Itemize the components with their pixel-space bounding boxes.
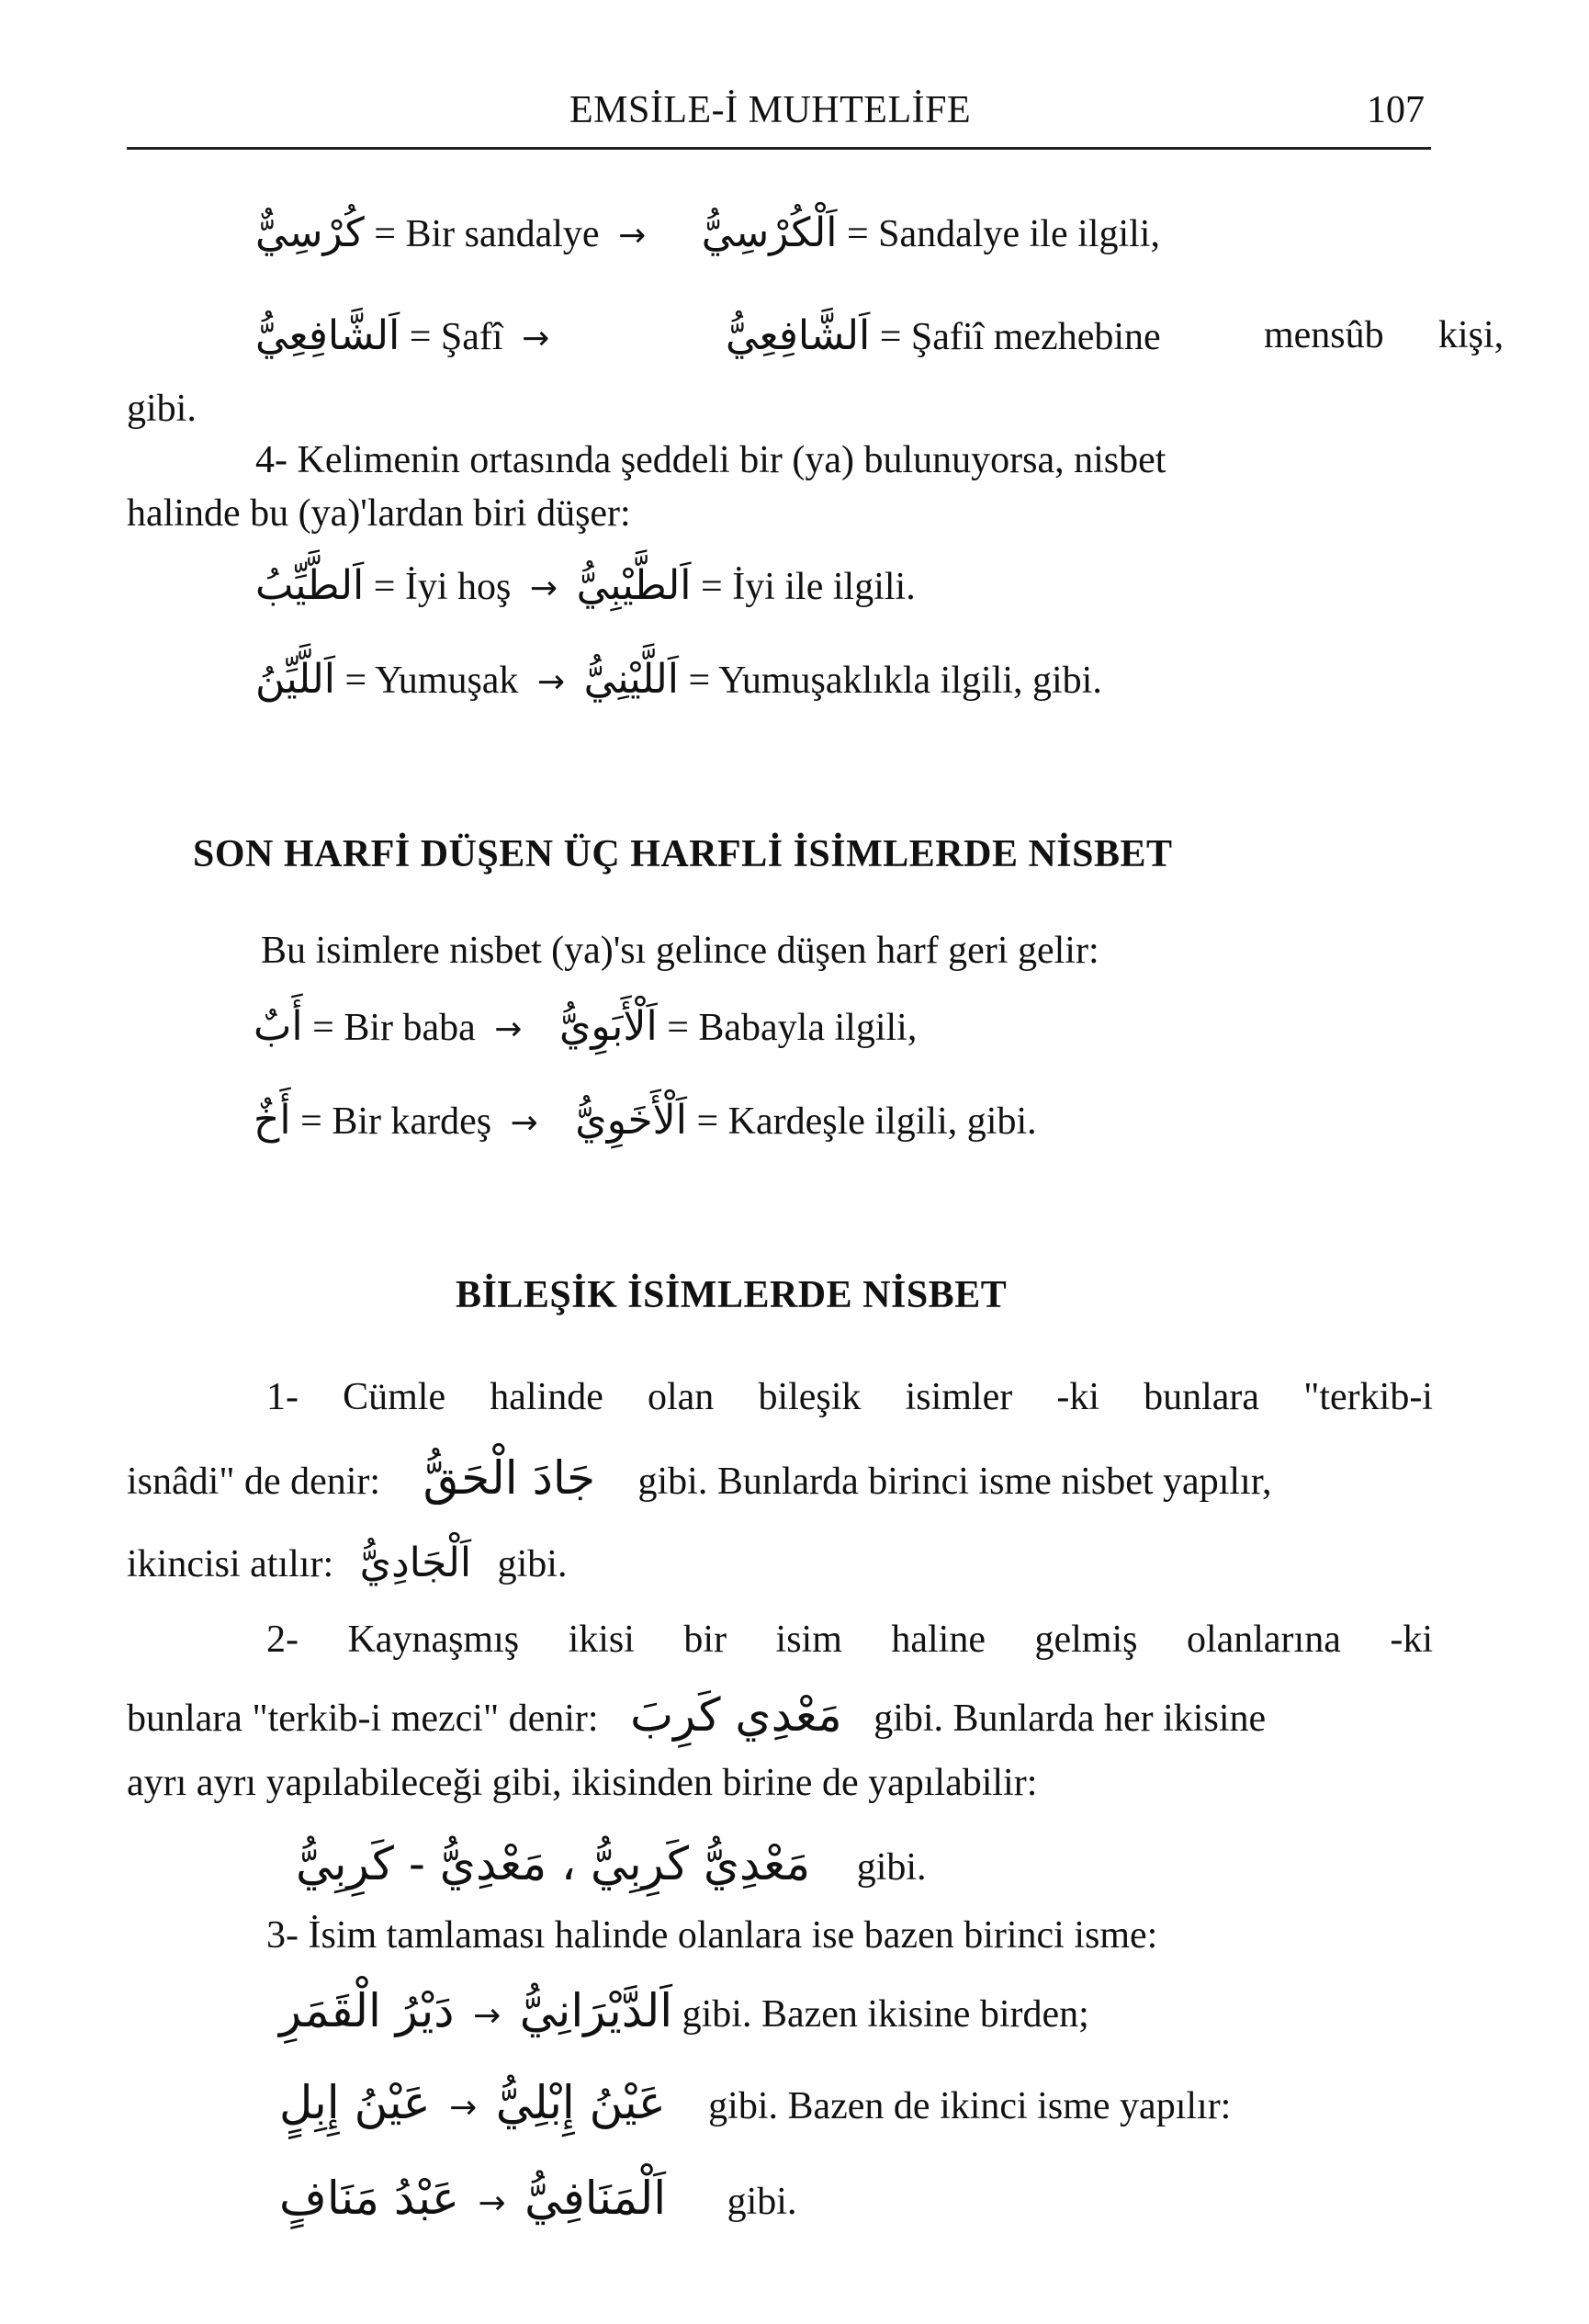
word: bir	[683, 1619, 727, 1661]
word: -ki	[1390, 1619, 1433, 1661]
example-line-layyin	[255, 656, 1102, 703]
s2-p3-line-1: 3- İsim tamlaması halinde olanlara ise bazen birinci isme:	[266, 1914, 1158, 1957]
text: gibi. Bazen de ikinci isme yapılır:	[708, 2085, 1232, 2127]
arabic-word: أَخٌ	[254, 1097, 291, 1144]
arabic-nisbe-word: عَيْنُ إِبْلِيُّ	[495, 2076, 666, 2129]
arrow-icon: →	[494, 1010, 523, 1048]
arrow-icon: →	[478, 2184, 506, 2222]
s2-p1-line-3	[127, 1540, 568, 1586]
arabic-nisbe-word: اَلْأَبَوِيُّ	[558, 1003, 658, 1050]
arabic-nisbe-word: اَلْجَادِيُّ	[359, 1540, 472, 1586]
arrow-icon: →	[536, 663, 566, 701]
s2-p3-line-4	[279, 2172, 797, 2225]
word: "terkib-i	[1303, 1376, 1433, 1418]
text-gibi: gibi.	[127, 388, 197, 430]
word: gelmiş	[1034, 1619, 1138, 1661]
arabic-phrase: عَبْدُ مَنَافٍ	[279, 2172, 459, 2225]
s2-p2-line-4	[296, 1837, 927, 1890]
meaning-text: = İyi hoş	[373, 566, 512, 608]
meaning-word: kişi,	[1438, 314, 1504, 356]
example-line-ah	[254, 1097, 1037, 1144]
word: Cümle	[343, 1376, 446, 1418]
text: isnâdi" de denir:	[127, 1461, 381, 1503]
word: -ki	[1056, 1376, 1099, 1418]
meaning-word: mensûb	[1264, 314, 1384, 356]
word: isim	[775, 1619, 842, 1661]
arabic-nisbe-word: اَلطَّيْبِيُّ	[576, 562, 692, 609]
arrow-icon: →	[473, 1997, 501, 2035]
example-line-kursi	[255, 209, 1160, 256]
text: gibi. Bazen ikisine birden;	[682, 1993, 1089, 2036]
section-1-intro: Bu isimlere nisbet (ya)'sı gelince düşen harf geri gelir:	[261, 930, 1099, 972]
example-line-safii-right	[726, 312, 1161, 359]
meaning-text: = Yumuşaklıkla ilgili, gibi.	[688, 660, 1102, 702]
meaning-text: = Yumuşak	[344, 660, 519, 702]
arabic-word: أَبٌ	[254, 1003, 303, 1050]
s2-p2-line-1	[266, 1620, 1433, 1659]
word: bileşik	[758, 1376, 862, 1418]
arabic-word: اَللَّيِّنُ	[255, 656, 335, 703]
meaning-text: = Şafiî mezhebine	[879, 316, 1161, 358]
s2-p2-line-2	[127, 1688, 1267, 1742]
text: gibi.	[856, 1846, 927, 1889]
arabic-nisbe-word: اَلشَّافِعِيُّ	[726, 312, 871, 359]
meaning-text: = Kardeşle ilgili, gibi.	[696, 1100, 1037, 1143]
text: gibi.	[497, 1543, 568, 1585]
s2-p3-line-3	[279, 2076, 1232, 2129]
arabic-nisbe-word: اَلْمَنَافِيُّ	[524, 2172, 667, 2225]
arabic-nisbe-word: اَلْكُرْسِيُّ	[701, 209, 838, 256]
arabic-phrase: دَيْرُ الْقَمَرِ	[279, 1984, 455, 2037]
meaning-text: = Bir sandalye	[374, 213, 600, 255]
word: 1-	[266, 1376, 299, 1418]
example-line-ab	[254, 1003, 918, 1050]
word: olanlarına	[1186, 1619, 1341, 1661]
word: olan	[648, 1376, 715, 1418]
arabic-word: كُرْسِيٌّ	[255, 209, 365, 256]
meaning-text: = Sandalye ile ilgili,	[846, 213, 1160, 255]
arabic-phrase: جَادَ الْحَقُّ	[423, 1451, 595, 1505]
arabic-word: اَلطَّيِّبُ	[255, 562, 365, 609]
paragraph-4-line-1: 4- Kelimenin ortasında şeddeli bir (ya) bulunuyorsa, nisbet	[255, 439, 1166, 481]
s2-p1-line-2	[127, 1451, 1272, 1505]
word: 2-	[266, 1619, 299, 1661]
section-heading-son-harfi: SON HARFİ DÜŞEN ÜÇ HARFLİ İSİMLERDE NİSBET	[193, 833, 1173, 875]
arabic-phrase: مَعْدِيُّ كَرِبِيُّ ، مَعْدِيُّ - كَرِبِيُّ	[296, 1837, 811, 1890]
word: halinde	[490, 1376, 603, 1418]
paragraph-4-line-2: halinde bu (ya)'lardan biri düşer:	[127, 492, 631, 535]
s2-p3-line-2	[279, 1984, 1089, 2037]
meaning-text: = Bir kardeş	[300, 1100, 492, 1143]
running-header-title: EMSİLE-İ MUHTELİFE	[569, 89, 972, 131]
word: Kaynaşmış	[347, 1619, 520, 1661]
example-line-tayyib	[255, 562, 916, 609]
text: bunlara "terkib-i mezci" denir:	[127, 1698, 599, 1740]
arrow-icon: →	[529, 570, 558, 607]
meaning-text: = Babayla ilgili,	[667, 1007, 918, 1049]
arrow-icon: →	[510, 1104, 538, 1142]
s2-p2-line-3: ayrı ayrı yapılabileceği gibi, ikisinden birine de yapılabilir:	[127, 1762, 1038, 1804]
text: gibi. Bunlarda her ikisine	[873, 1698, 1267, 1740]
word: haline	[891, 1619, 986, 1661]
page-number: 107	[1367, 89, 1425, 131]
text: gibi. Bunlarda birinci isme nisbet yapılır,	[637, 1461, 1272, 1503]
arabic-word: اَلشَّافِعِيُّ	[255, 312, 400, 359]
word: bunlara	[1144, 1376, 1260, 1418]
arrow-icon: →	[522, 320, 550, 357]
word: ikisi	[568, 1619, 635, 1661]
word: isimler	[905, 1376, 1013, 1418]
arrow-icon: →	[449, 2089, 478, 2127]
meaning-text: = İyi ile ilgili.	[701, 566, 916, 608]
s2-p1-line-1	[266, 1378, 1433, 1416]
example-line-safi	[255, 312, 558, 359]
section-heading-bilesik: BİLEŞİK İSİMLERDE NİSBET	[456, 1274, 1008, 1316]
header-rule	[127, 147, 1431, 150]
arabic-nisbe-word: اَلْأَخَوِيُّ	[575, 1097, 687, 1144]
arabic-nisbe-word: اَلدَّيْرَانِيُّ	[519, 1984, 673, 2037]
text: ikincisi atılır:	[127, 1543, 334, 1585]
arabic-nisbe-word: اَللَّيْنِيُّ	[583, 656, 680, 703]
meaning-text: = Bir baba	[312, 1007, 476, 1049]
text: gibi.	[727, 2181, 797, 2223]
meaning-text: = Şafî	[409, 316, 503, 358]
arrow-icon: →	[618, 217, 647, 254]
arabic-phrase: مَعْدِي كَرِبَ	[630, 1688, 842, 1742]
arabic-phrase: عَيْنُ إِبِلٍ	[279, 2076, 431, 2129]
